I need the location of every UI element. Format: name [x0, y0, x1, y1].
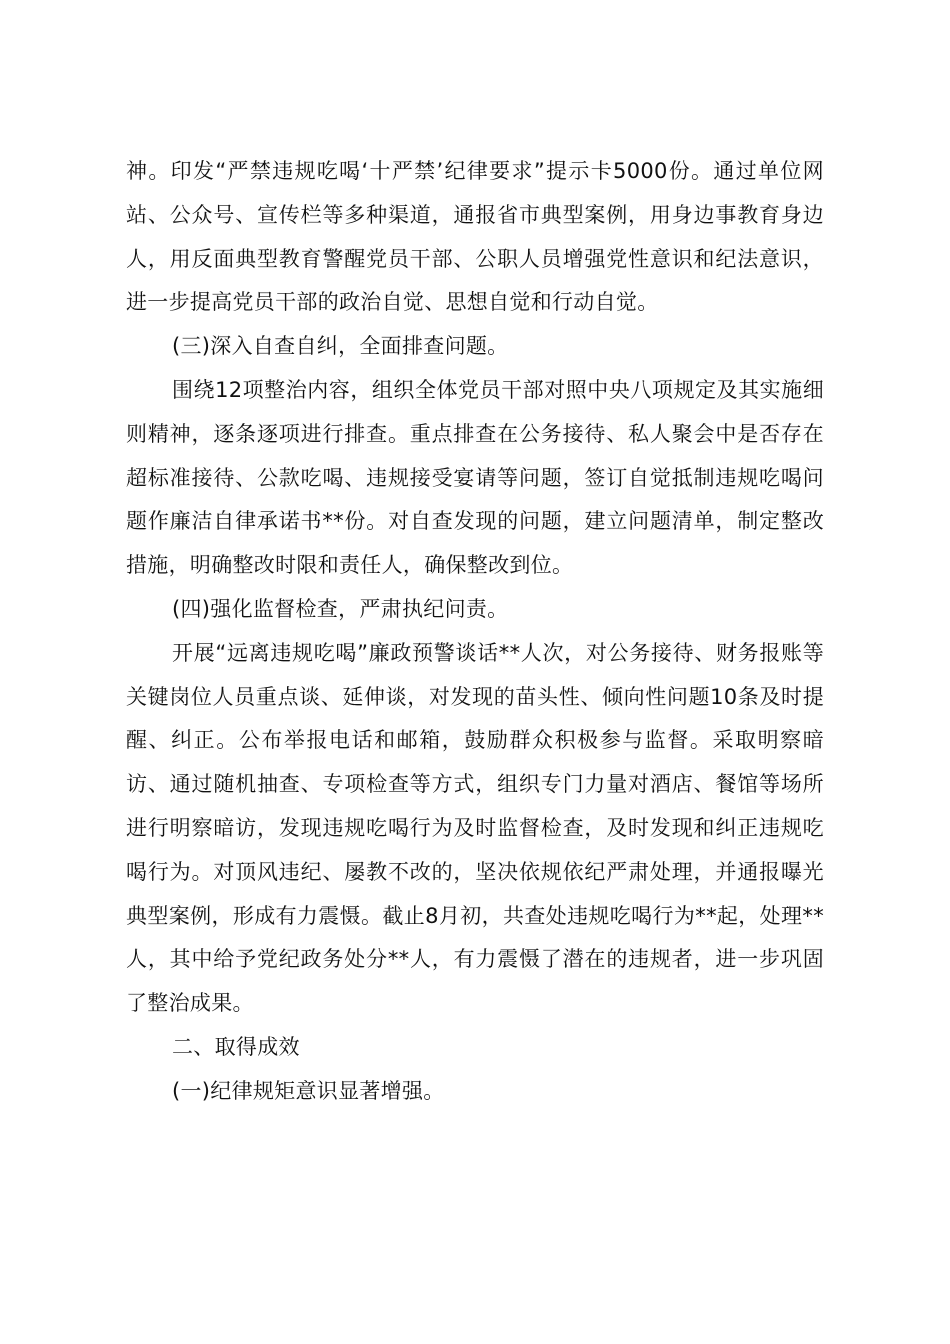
body-paragraph: 开展“远离违规吃喝”廉政预警谈话**人次，对公务接待、财务报账等关键岗位人员重点谈、延伸谈，对发现的苗头性、倾向性问题10条及时提醒、纠正。公布举报电话和邮箱，鼓励群众积极参与监督。采取明察暗访、通过随机抽查、专项检查等方式，组织专门力量对酒店、餐馆等场所进行明察暗访，发现违规吃喝行为及时监督检查，及时发现和纠正违规吃喝行为。对顶风违纪、屡教不改的，坚决依规依纪严肃处理，并通报曝光典型案例，形成有力震慑。截止8月初，共查处违规吃喝行为**起，处理**人，其中给予党纪政务处分**人，有力震慑了潜在的违规者，进一步巩固了整治成果。: [126, 640, 824, 1016]
chapter-heading: 二、取得成效: [172, 1034, 300, 1059]
section-heading-4: (四)强化监督检查，严肃执纪问责。: [172, 596, 509, 621]
section-heading-3: (三)深入自查自纠，全面排查问题。: [172, 334, 509, 359]
body-paragraph: 围绕12项整治内容，组织全体党员干部对照中央八项规定及其实施细则精神，逐条逐项进行排查。重点排查在公务接待、私人聚会中是否存在超标准接待、公款吃喝、违规接受宴请等问题，签订自觉抵制违规吃喝问题作廉洁自律承诺书**份。对自查发现的问题，建立问题清单，制定整改措施，明确整改时限和责任人，确保整改到位。: [126, 377, 824, 578]
body-paragraph: 神。印发“严禁违规吃喝‘十严禁’纪律要求”提示卡5000份。通过单位网站、公众号、宣传栏等多种渠道，通报省市典型案例，用身边事教育身边人，用反面典型教育警醒党员干部、公职人员增强党性意识和纪法意识，进一步提高党员干部的政治自觉、思想自觉和行动自觉。: [126, 159, 824, 315]
sub-heading: (一)纪律规矩意识显著增强。: [172, 1078, 445, 1103]
document-body: [126, 150, 824, 1114]
